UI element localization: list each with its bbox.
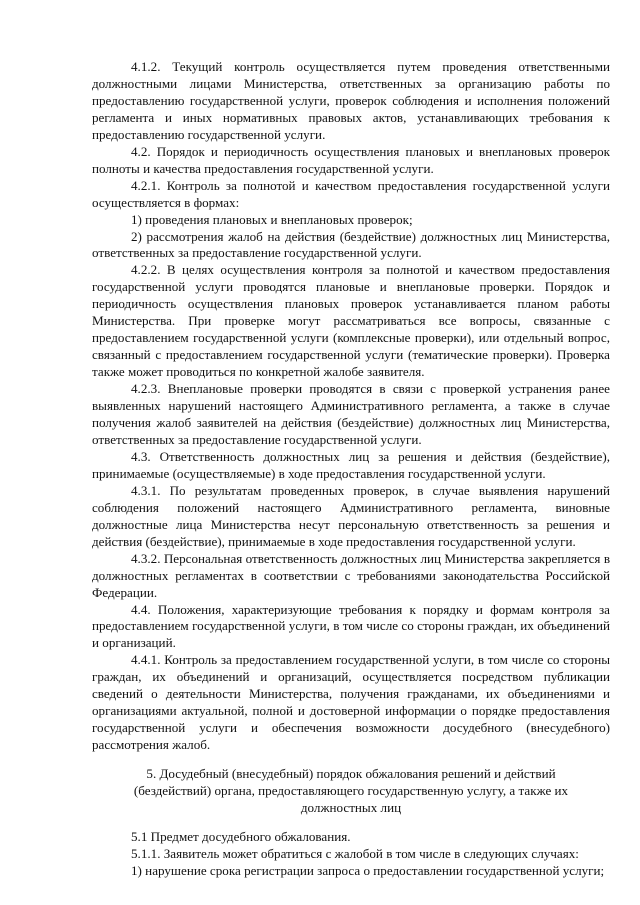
paragraph-4-1-2: 4.1.2. Текущий контроль осуществляется путем проведения ответственными должностными лицами Министерства, ответственных за организацию работы по предоставлению государственной услуги, проверок соблюдения и исполнения положений регламента и иных нормативных правовых актов, устанавливающих требования к предоставлению государственной услуги. — [92, 59, 610, 142]
paragraph-4-2: 4.2. Порядок и периодичность осуществления плановых и внеплановых проверок полноты и качества предоставления государственной услуги. — [92, 143, 610, 176]
document-body — [92, 59, 610, 880]
paragraph-4-3-1: 4.3.1. По результатам проведенных проверок, в случае выявления нарушений соблюдения положений настоящего Административного регламента, виновные должностные лица Министерства несут персональную ответственность за решения и действия (бездействие), принимаемые в ходе предоставления государственной услуги. — [92, 482, 610, 549]
list-item-2: 2) рассмотрения жалоб на действия (бездействие) должностных лиц Министерства, ответственных за предоставление государственной услуги. — [92, 228, 610, 261]
paragraph-4-3: 4.3. Ответственность должностных лиц за решения и действия (бездействие), принимаемые (осуществляемые) в ходе предоставления государственной услуги. — [92, 448, 610, 481]
list-item-5-1: 1) нарушение срока регистрации запроса о предоставлении государственной услуги; — [131, 862, 605, 878]
paragraph-5-1-1: 5.1.1. Заявитель может обратиться с жалобой в том числе в следующих случаях: — [131, 845, 579, 861]
paragraph-4-4: 4.4. Положения, характеризующие требования к порядку и формам контроля за предоставлением государственной услуги, в том числе со стороны граждан, их объединений и организаций. — [92, 601, 610, 651]
paragraph-4-2-1: 4.2.1. Контроль за полнотой и качеством предоставления государственной услуги осуществляется в формах: — [92, 177, 610, 210]
section-5-heading: 5. Досудебный (внесудебный) порядок обжалования решений и действий (бездействий) органа, предоставляющего государственную услугу, а также их должностных лиц — [133, 766, 569, 815]
paragraph-4-2-3: 4.2.3. Внеплановые проверки проводятся в связи с проверкой устранения ранее выявленных нарушений настоящего Административного регламента, а также в случае получения жалоб заявителей на действия (бездействие) должностных лиц Министерства, ответственных за предоставление государственной услуги. — [92, 381, 610, 447]
paragraph-4-4-1: 4.4.1. Контроль за предоставлением государственной услуги, в том числе со стороны граждан, их объединений и организаций, осуществляется посредством публикации сведений о деятельности Министерства, получения гражданами, их объединениями и организациями актуальной, полной и достоверной информации о порядке предоставления государственной услуги и обеспечения возможности досудебного (внесудебного) рассмотрения жалоб. — [92, 652, 610, 753]
paragraph-5-1: 5.1 Предмет досудебного обжалования. — [131, 828, 351, 844]
paragraph-4-3-2: 4.3.2. Персональная ответственность должностных лиц Министерства закрепляется в должностных регламентах в соответствии с требованиями законодательства Российской Федерации. — [92, 550, 610, 600]
list-item-1: 1) проведения плановых и внеплановых проверок; — [131, 211, 413, 227]
paragraph-4-2-2: 4.2.2. В целях осуществления контроля за полнотой и качеством предоставления государственной услуги проводятся плановые и внеплановые проверки. Порядок и периодичность осуществления плановых проверок устанавливается планом работы Министерства. При проверке могут рассматриваться все вопросы, связанные с предоставлением государственной услуги (комплексные проверки), или отдельный вопрос, связанный с предоставлением государственной услуги (тематические проверки). Проверка также может проводиться по конкретной жалобе заявителя. — [92, 262, 610, 380]
